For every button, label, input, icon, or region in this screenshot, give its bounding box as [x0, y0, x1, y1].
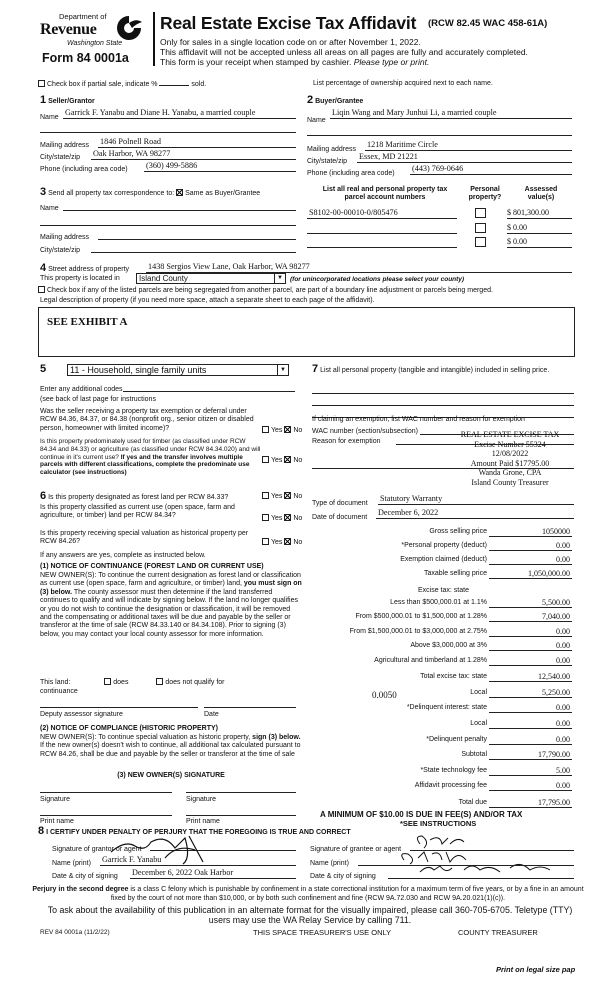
unincorporated-note: (for unincorporated locations please select your county)	[290, 276, 465, 283]
parcel-row-1	[307, 208, 572, 222]
deputy-sig-label: Deputy assessor signature	[40, 711, 123, 718]
parcels-col3a: Assessed	[524, 186, 558, 193]
calc-local	[312, 688, 572, 699]
local-label: Local	[470, 689, 487, 696]
street-label: Street address of property	[48, 266, 130, 273]
county-select-value: Island County	[139, 274, 188, 283]
calc-subtotal	[312, 750, 572, 761]
sec7-label: List all personal property (tangible and intangible) included in selling price.	[320, 367, 550, 374]
taxable-value[interactable]: 1,050,000.00	[489, 569, 572, 579]
sec7-num: 7	[312, 363, 319, 375]
seller-city-label: City/state/zip	[40, 154, 81, 161]
owner-sig-title: (3) NEW OWNER(S) SIGNATURE	[117, 772, 225, 779]
header-sub3	[160, 57, 429, 67]
notice2-body	[40, 734, 302, 759]
sec6-q1-yes-checkbox[interactable]	[262, 492, 269, 499]
deputy-sig-line[interactable]	[40, 700, 198, 708]
calc-gross	[312, 527, 572, 538]
calc-delinq-local	[312, 719, 572, 730]
sec6-q3-answers	[262, 538, 302, 547]
does-not-label: does not qualify for	[165, 679, 225, 686]
continuance-label: continuance	[40, 688, 78, 695]
calc-t2	[312, 612, 572, 623]
sec6-q1-yes: Yes	[271, 493, 283, 500]
doc-type-field[interactable]: Statutory Warranty	[378, 494, 574, 505]
see-instructions: *SEE INSTRUCTIONS	[400, 819, 477, 828]
dept-line1: Department of	[59, 12, 107, 21]
sec5-q1-yes: Yes	[271, 427, 283, 434]
treasurer-use: THIS SPACE TREASURER'S USE ONLY	[253, 928, 392, 937]
calc-t3	[312, 627, 572, 638]
excise-state-label: Excise tax: state	[418, 587, 469, 594]
same-as-buyer-label: Same as Buyer/Grantee	[185, 190, 261, 197]
calc-delinq-penalty	[312, 735, 572, 746]
sec5-q2-answers	[262, 456, 302, 465]
local-value[interactable]: 5,250.00	[489, 688, 572, 698]
deputy-date-line[interactable]	[204, 700, 296, 708]
calc-t1	[312, 598, 572, 609]
sec5-q2a: Is this property predominately used for timber (as classified under RCW 84.34 and 84.33) or agriculture (as classified under RCW 84.34.020) and will continue in it's current use?	[40, 438, 261, 461]
sec5-q2-yes: Yes	[271, 457, 283, 464]
notice2-b: sign (3) below.	[252, 734, 301, 741]
sec5-q2-no: No	[293, 457, 303, 464]
subtotal-value[interactable]: 17,790.00	[489, 750, 572, 760]
land-use-select[interactable]	[67, 364, 289, 376]
stamp-line-2: Excise Number 55324	[474, 439, 546, 449]
legal-description-value: SEE EXHIBIT A	[47, 316, 128, 328]
t5-value[interactable]: 0.00	[489, 656, 572, 666]
sec6-q3-yes-checkbox[interactable]	[262, 538, 269, 545]
notice1-body	[40, 572, 302, 639]
parcel-account-2[interactable]	[307, 223, 457, 234]
parcels-col1-head	[310, 186, 460, 203]
sec5-q1-yes-checkbox[interactable]	[262, 426, 269, 433]
form-rcw: (RCW 82.45 WAC 458-61A)	[428, 18, 548, 29]
buyer-city-label: City/state/zip	[307, 158, 348, 165]
exemption-claimed-value[interactable]: 0.00	[489, 555, 572, 565]
additional-codes-field[interactable]	[123, 383, 295, 392]
t2-value[interactable]: 7,040.00	[489, 612, 572, 622]
certify-text: I CERTIFY UNDER PENALTY OF PERJURY THAT THE FOREGOING IS TRUE AND CORRECT	[46, 829, 351, 836]
delinq-local-label: Local	[470, 720, 487, 727]
parcel-account-3[interactable]	[307, 237, 457, 248]
personal-prop-line1[interactable]	[312, 386, 574, 394]
tech-label: *State technology fee	[420, 767, 487, 774]
form-number: Form 84 0001a	[42, 51, 129, 65]
sec6-q1-text: Is this property designated as forest land per RCW 84.33?	[48, 494, 229, 501]
header-sub3b: Please type or print.	[353, 57, 430, 67]
sec6-q2-yes-checkbox[interactable]	[262, 514, 269, 521]
street-num: 4	[40, 262, 47, 274]
land-use-select-value: 11 - Household, single family units	[70, 365, 207, 375]
owner-sig2-line[interactable]	[186, 785, 296, 793]
sec6-q2-no-checkbox[interactable]	[284, 514, 291, 521]
parcel-row-2	[307, 223, 572, 237]
t3-label: From $1,500,000.01 to $3,000,000 at 2.75%	[349, 628, 487, 635]
buyer-heading-label: Buyer/Grantee	[315, 98, 364, 105]
wac-label: WAC number (section/subsection)	[312, 428, 418, 435]
owner-sig2-label: Signature	[186, 796, 216, 803]
personal-label: *Personal property (deduct)	[401, 542, 487, 549]
deputy-date-label: Date	[204, 711, 219, 718]
parcel-value-3[interactable]: $ 0.00	[507, 237, 572, 248]
notice2-c: If the new owner(s) doesn't wish to continue, all additional tax calculated pursuant to RCW 84.26, shall be due and payable by the seller or transferor at the time of sale	[40, 742, 301, 758]
buyer-mailing-label: Mailing address	[307, 146, 357, 153]
calc-delinq-state	[312, 703, 572, 714]
personal-prop-line2[interactable]	[312, 398, 574, 406]
grantee-sig-label: Signature of grantee or agent	[310, 846, 402, 853]
sec5-q1-no: No	[293, 427, 303, 434]
parcels-col1a: List all real and personal property tax	[322, 186, 448, 193]
gross-value[interactable]: 1050000	[489, 527, 572, 537]
t1-label: Less than $500,000.01 at 1.1%	[390, 599, 487, 606]
perjury-notice	[30, 886, 586, 903]
correspondence-label: Send all property tax correspondence to:	[48, 190, 175, 197]
parcel-value-1[interactable]: $ 801,300.00	[507, 208, 572, 219]
minimum-due: A MINIMUM OF $10.00 IS DUE IN FEE(S) AND/OR TAX	[320, 810, 523, 819]
correspondence-num: 3	[40, 186, 47, 198]
sec7-row	[312, 363, 574, 376]
perjury-bold: Perjury in the second degree	[32, 886, 129, 893]
buyer-city-field[interactable]: Essex, MD 21221	[357, 152, 572, 163]
legal-size-note: Print on legal size pap	[496, 965, 576, 974]
sec6-q2-answers	[262, 514, 302, 523]
sec5-q2-no-checkbox[interactable]	[284, 456, 291, 463]
seller-city-field[interactable]: Oak Harbor, WA 98277	[91, 149, 296, 160]
owner-sig1-line[interactable]	[40, 785, 172, 793]
buyer-phone-label: Phone (including area code)	[307, 170, 395, 177]
partial-sale-row	[38, 80, 206, 89]
dept-line3: Washington State	[67, 40, 123, 47]
sec5-num: 5	[40, 363, 47, 375]
dor-logo-icon	[114, 14, 144, 42]
t4-value[interactable]: 0.00	[489, 641, 572, 651]
doc-date-field[interactable]: December 6, 2022	[376, 508, 574, 519]
parcel-row-3	[307, 237, 572, 251]
correspondence-row	[40, 186, 260, 199]
ownership-note: List percentage of ownership acquired next to each name.	[313, 80, 493, 87]
delinq-state-value[interactable]: 0.00	[489, 703, 572, 713]
t4-label: Above $3,000,000 at 3%	[410, 642, 487, 649]
corr-name-field[interactable]	[63, 200, 296, 211]
calc-t5	[312, 656, 572, 667]
corr-city-field[interactable]	[91, 242, 296, 253]
segregated-label: Check box if any of the listed parcels are being segregated from another parcel, are part of a boundary line adjustment or parcels being merged.	[47, 287, 493, 294]
seller-phone-label: Phone (including area code)	[40, 166, 128, 173]
parcels-col2b: property?	[468, 194, 502, 202]
delinq-penalty-label: *Delinquent penalty	[426, 736, 487, 743]
delinq-local-value[interactable]: 0.00	[489, 719, 572, 729]
stamp-line-4: Amount Paid $17795.00	[470, 458, 550, 468]
affidavit-fee-label: Affidavit processing fee	[414, 782, 487, 789]
buyer-name-field[interactable]: Liqin Wang and Mary Junhui Li, a married couple	[330, 108, 572, 119]
t3-value[interactable]: 0.00	[489, 627, 572, 637]
subtotal-label: Subtotal	[461, 751, 487, 758]
seller-phone-field[interactable]: (360) 499-5886	[144, 161, 296, 172]
personal-value[interactable]: 0.00	[489, 541, 572, 551]
header-sub2: This affidavit will not be accepted unless all areas on all pages are fully and accurately completed.	[160, 47, 528, 57]
exemption-label: If claiming an exemption, list WAC number and reason for exemption	[312, 416, 525, 423]
grantee-date-city-field[interactable]	[388, 868, 574, 879]
total-due-label: Total due	[458, 799, 487, 806]
grantor-name-label: Name (print)	[52, 860, 91, 867]
alt-format-notice: To ask about the availability of this publication in an alternate format for the visually impaired, please call 360-705-6705. Teletype (TTY) users may use the WA Relay Service by calling 711.	[47, 905, 573, 925]
parcels-col1b: parcel account numbers	[344, 194, 426, 202]
corr-name-line2[interactable]	[40, 218, 296, 226]
notice2-title: (2) NOTICE OF COMPLIANCE (HISTORIC PROPERTY)	[40, 725, 218, 732]
additional-codes-note: (see back of last page for instructions	[40, 396, 156, 403]
partial-sale-checkbox[interactable]	[38, 80, 45, 87]
partial-sale-sold: sold.	[191, 81, 207, 88]
grantee-date-city-label: Date & city of signing	[310, 873, 376, 880]
sec6-q3-no: No	[293, 539, 303, 546]
sec5-q1-answers	[262, 426, 302, 435]
t2-label: From $500,000.01 to $1,500,000 at 1.28%	[355, 613, 487, 620]
corr-name-label: Name	[40, 205, 59, 212]
grantee-name-field[interactable]	[358, 855, 574, 866]
parcels-col2-head	[460, 186, 510, 203]
calc-exemption	[312, 555, 572, 566]
parcels-col2a: Personal	[470, 186, 500, 193]
total-state-value[interactable]: 12,540.00	[489, 672, 572, 682]
corr-city-label: City/state/zip	[40, 247, 81, 254]
t5-label: Agricultural and timberland at 1.28%	[374, 657, 487, 664]
header-sub1: Only for sales in a single location code on or after November 1, 2022.	[160, 37, 421, 47]
sec6-note: If any answers are yes, complete as instructed below.	[40, 552, 206, 559]
stamp-line-3: 12/08/2022	[491, 449, 529, 458]
corr-mailing-label: Mailing address	[40, 234, 90, 241]
partial-sale-percent[interactable]	[159, 85, 189, 86]
tech-value[interactable]: 5.00	[489, 766, 572, 776]
grantee-name-label: Name (print)	[310, 860, 349, 867]
stamp-line-1: REAL ESTATE EXCISE TAX	[460, 430, 560, 439]
calc-total-state	[312, 672, 572, 683]
parcel-personal-checkbox-2[interactable]	[475, 223, 486, 233]
grantor-sig-label: Signature of grantor or agent	[52, 846, 142, 853]
affidavit-fee-value[interactable]: 0.00	[489, 781, 572, 791]
form-title: Real Estate Excise Tax Affidavit	[160, 13, 417, 33]
exemption-claimed-label: Exemption claimed (deduct)	[400, 556, 487, 563]
notice1-a: NEW OWNER(S): To continue the current designation as forest land or classification as current use (open space, farm and agriculture, or timber) land,	[40, 572, 301, 588]
parcels-col3b: value(s)	[527, 194, 555, 202]
parcels-col3-head	[510, 186, 572, 203]
local-rate: 0.0050	[372, 690, 397, 700]
t1-value[interactable]: 5,500.00	[489, 598, 572, 608]
owner-print2-line[interactable]	[186, 808, 296, 816]
notice2-a: NEW OWNER(S): To continue special valuation as historic property,	[40, 734, 251, 741]
street-address-field[interactable]: 1438 Sergios View Lane, Oak Harbor, WA 98277	[146, 262, 572, 273]
owner-print2-label: Print name	[186, 818, 220, 825]
sec6-q3: Is this property receiving special valuation as historical property per RCW 84.26?	[40, 530, 249, 546]
does-checkbox[interactable]	[104, 678, 111, 685]
delinq-state-label: *Delinquent interest: state	[406, 704, 487, 711]
buyer-phone-field[interactable]: (443) 769-0646	[410, 164, 572, 175]
does-not-checkbox[interactable]	[156, 678, 163, 685]
sec6-q1-no: No	[293, 493, 303, 500]
partial-sale-label: Check box if partial sale, indicate %	[47, 81, 158, 88]
sec6-q2: Is this property classified as current use (open space, farm and agriculture, or timber) land per RCW 84.34?	[40, 504, 235, 520]
this-land-row	[40, 678, 302, 687]
sec6-q2-no: No	[293, 515, 303, 522]
owner-print1-label: Print name	[40, 818, 74, 825]
treasurer-stamp	[440, 430, 580, 487]
delinq-penalty-value[interactable]: 0.00	[489, 735, 572, 745]
seller-mailing-label: Mailing address	[40, 142, 90, 149]
sec6-num: 6	[40, 490, 47, 502]
county-treasurer: COUNTY TREASURER	[458, 928, 538, 937]
gross-label: Gross selling price	[429, 528, 487, 535]
sec6-q3-yes: Yes	[271, 539, 283, 546]
calc-personal	[312, 541, 572, 552]
segregated-checkbox[interactable]	[38, 286, 45, 293]
corr-mailing-field[interactable]	[98, 229, 296, 240]
reason-label: Reason for exemption	[312, 438, 381, 445]
seller-name-line2[interactable]	[40, 125, 296, 133]
notice1-b: you must sign on (3) below.	[40, 580, 302, 596]
dept-line2: Revenue	[40, 21, 97, 38]
parcel-personal-checkbox-3[interactable]	[475, 237, 486, 247]
segregated-row	[38, 286, 578, 295]
stamp-line-5: Wanda Grone, CPA	[478, 468, 542, 477]
grantor-date-city-label: Date & city of signing	[52, 873, 118, 880]
buyer-name-line2[interactable]	[307, 128, 572, 136]
header-divider	[153, 12, 155, 66]
owner-print1-line[interactable]	[40, 808, 172, 816]
located-label: This property is located in	[40, 275, 120, 282]
seller-heading-label: Seller/Grantor	[48, 98, 95, 105]
dor-logo-block	[36, 8, 152, 70]
chevron-down-icon: ▼	[277, 365, 288, 376]
sec5-q2b: If yes and the transfer involves multiple parcels with different classifications, complete the predominate use calculator (see instructions)	[40, 453, 250, 477]
sec5-q1: Was the seller receiving a property tax exemption or deferral under RCW 84.36, 84.37, or 84.38 (nonprofit org., senior citizen or disabled person, homeowner with limited income)?	[40, 408, 254, 432]
sec5-q2-yes-checkbox[interactable]	[262, 456, 269, 463]
county-select[interactable]	[136, 273, 286, 284]
sec6-q1-answers	[262, 492, 302, 501]
notice1-c: The county assessor must then determine if the land transferred continues to qualify and will indicate by signing below. If the land no longer qualifies or you do not wish to continue the designation or classification, it will be removed and the compensating or additional taxes will be due and payable by the seller or transferor at the time of sale (RCW 84.33.140 or 84.34.108). Prior to signing (3) below, you may contact your local county assessor for more information.	[40, 588, 298, 638]
seller-name-label: Name	[40, 114, 59, 121]
seller-mailing-field[interactable]: 1846 Polnell Road	[98, 137, 296, 148]
parcel-personal-checkbox-1[interactable]	[475, 208, 486, 218]
does-label: does	[113, 679, 129, 686]
sec8-num: 8	[38, 825, 45, 837]
stamp-line-6: Island County Treasurer	[471, 477, 549, 487]
grantor-name-field[interactable]: Garrick F. Yanabu	[100, 855, 296, 866]
total-state-label: Total excise tax: state	[420, 673, 487, 680]
parcel-value-2[interactable]: $ 0.00	[507, 223, 572, 234]
chevron-down-icon: ▼	[274, 274, 285, 284]
total-due-value[interactable]: 17,795.00	[489, 798, 572, 808]
notice1-title: (1) NOTICE OF CONTINUANCE (FOREST LAND OR CURRENT USE)	[40, 563, 264, 570]
sec5-q1-no-checkbox[interactable]	[284, 426, 291, 433]
buyer-name-label: Name	[307, 117, 326, 124]
legal-description-box[interactable]	[38, 307, 575, 357]
doc-type-label: Type of document	[312, 500, 368, 507]
owner-sig1-label: Signature	[40, 796, 70, 803]
sec6-q1	[40, 490, 228, 503]
sec6-q1-no-checkbox[interactable]	[284, 492, 291, 499]
sec6-q3-no-checkbox[interactable]	[284, 538, 291, 545]
parcel-account-1[interactable]: S8102-00-00010-0/805476	[307, 208, 457, 219]
buyer-mailing-field[interactable]: 1218 Maritime Circle	[365, 140, 572, 151]
same-as-buyer-checkbox[interactable]	[176, 189, 183, 196]
seller-name-field[interactable]: Garrick F. Yanabu and Diane H. Yanabu, a married couple	[63, 108, 296, 119]
this-land-label: This land:	[40, 679, 71, 686]
grantor-date-city-field[interactable]: December 6, 2022 Oak Harbor	[130, 868, 296, 879]
sec6-q2-yes: Yes	[271, 515, 283, 522]
seller-num: 1	[40, 94, 47, 106]
rev-number: REV 84 0001a (11/2/22)	[40, 929, 110, 936]
calc-t4	[312, 641, 572, 652]
calc-total	[312, 798, 572, 809]
calc-affidavit	[312, 781, 572, 792]
buyer-num: 2	[307, 94, 314, 106]
calc-taxable	[312, 569, 572, 580]
additional-codes-label: Enter any additional codes	[40, 386, 123, 393]
buyer-heading	[307, 94, 363, 107]
doc-date-label: Date of document	[312, 514, 368, 521]
seller-heading	[40, 94, 95, 107]
calc-tech	[312, 766, 572, 777]
sec5-q2	[40, 438, 262, 477]
perjury-text: is a class C felony which is punishable by confinement in a state correctional institution for a maximum term of five years, or by a fine in an amount fixed by the court of not more than $10,000, or by both such confinement and fine (RCW 9A.72.030 and RCW 9A.20.021(1)(c)).	[110, 886, 584, 902]
taxable-label: Taxable selling price	[423, 570, 487, 577]
header-sub3a: This form is your receipt when stamped by cashier.	[160, 57, 352, 67]
legal-description-label: Legal description of property (if you need more space, attach a separate sheet to each page of the affidavit).	[40, 297, 375, 304]
